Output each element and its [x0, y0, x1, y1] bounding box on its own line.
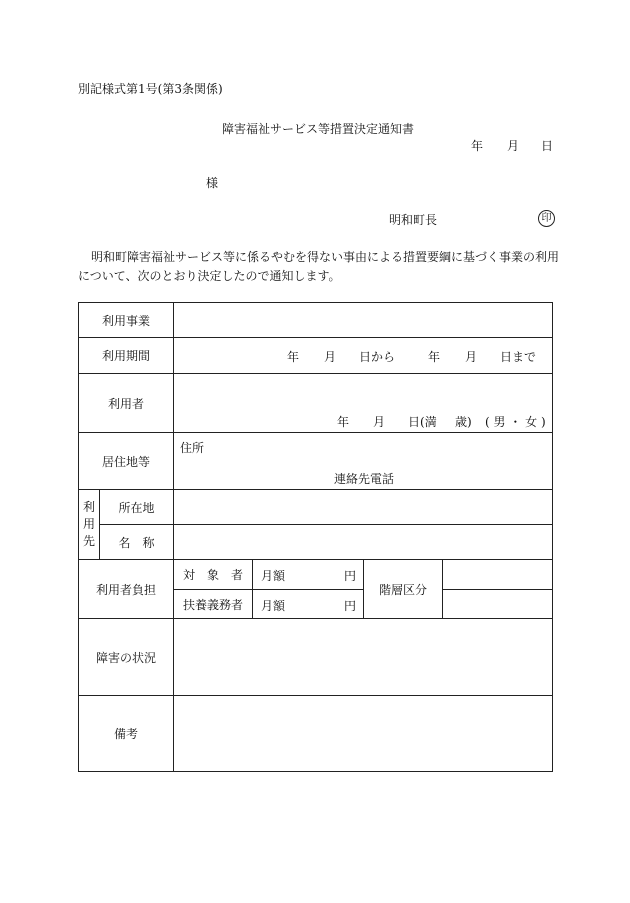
- row-facility-name: [79, 525, 553, 560]
- addressee-suffix: 様: [206, 176, 219, 190]
- facility-name-label: 名 称: [100, 525, 174, 560]
- target-yen-label: 円: [344, 569, 357, 583]
- remarks-label: 備考: [79, 696, 174, 772]
- row-user: [79, 374, 553, 433]
- user-field[interactable]: [174, 374, 553, 433]
- period-month-from: 月: [324, 350, 337, 364]
- burden-supporter-label: 扶養義務者: [174, 590, 253, 619]
- date-day: 日: [541, 139, 554, 153]
- burden-supporter-amount[interactable]: [253, 590, 364, 619]
- service-label: 利用事業: [79, 303, 174, 338]
- period-year-from: 年: [287, 350, 300, 364]
- service-field[interactable]: [174, 303, 553, 338]
- burden-target-amount[interactable]: [253, 560, 364, 590]
- tier-field-2[interactable]: [443, 590, 553, 619]
- residence-field[interactable]: [174, 433, 553, 490]
- address-label: 住所: [180, 441, 205, 455]
- residence-label: 居住地等: [79, 433, 174, 490]
- intro-line-1: 明和町障害福祉サービス等に係るやむを得ない事由による措置要綱に基づく事業の利用: [91, 250, 560, 264]
- phone-label: 連絡先電話: [334, 472, 395, 486]
- burden-target-label: 対 象 者: [174, 560, 253, 590]
- period-day-from: 日から: [359, 350, 396, 364]
- seal-mark: 印: [538, 210, 555, 227]
- user-age-unit: 歳): [455, 415, 472, 429]
- disability-field[interactable]: [174, 619, 553, 696]
- row-remarks: [79, 696, 553, 772]
- supporter-monthly-label: 月額: [261, 599, 286, 613]
- target-monthly-label: 月額: [261, 569, 286, 583]
- period-label: 利用期間: [79, 338, 174, 374]
- row-residence: [79, 433, 553, 490]
- tier-label: 階層区分: [364, 560, 443, 619]
- facility-char-1: 利: [82, 500, 95, 514]
- row-facility-location: [79, 490, 553, 525]
- user-gender: ( 男 ・ 女 ): [485, 415, 546, 429]
- facility-char-2: 用: [82, 517, 95, 531]
- facility-name-field[interactable]: [174, 525, 553, 560]
- decision-form-table: [78, 302, 553, 772]
- period-field[interactable]: [174, 338, 553, 374]
- disability-label: 障害の状況: [79, 619, 174, 696]
- issuer-name: 明和町長: [389, 213, 438, 227]
- user-birth-day-age: 日(満: [408, 415, 437, 429]
- supporter-yen-label: 円: [344, 599, 357, 613]
- period-year-to: 年: [428, 350, 441, 364]
- document-title: 障害福祉サービス等措置決定通知書: [222, 122, 415, 136]
- intro-line-2: について、次のとおり決定したので通知します。: [78, 269, 341, 283]
- user-label: 利用者: [79, 374, 174, 433]
- user-birth-month: 月: [373, 415, 386, 429]
- form-number: 別記様式第1号(第3条関係): [78, 82, 223, 96]
- facility-location-label: 所在地: [100, 490, 174, 525]
- user-birth-year: 年: [337, 415, 350, 429]
- tier-field-1[interactable]: [443, 560, 553, 590]
- facility-group-label: [79, 490, 100, 560]
- row-burden-target: [79, 560, 553, 590]
- facility-char-3: 先: [82, 534, 95, 548]
- row-disability: [79, 619, 553, 696]
- period-day-to: 日まで: [500, 350, 537, 364]
- remarks-field[interactable]: [174, 696, 553, 772]
- burden-label: 利用者負担: [79, 560, 174, 619]
- row-service: [79, 303, 553, 338]
- date-year: 年: [471, 139, 484, 153]
- period-month-to: 月: [465, 350, 478, 364]
- facility-location-field[interactable]: [174, 490, 553, 525]
- row-period: [79, 338, 553, 374]
- date-month: 月: [507, 139, 520, 153]
